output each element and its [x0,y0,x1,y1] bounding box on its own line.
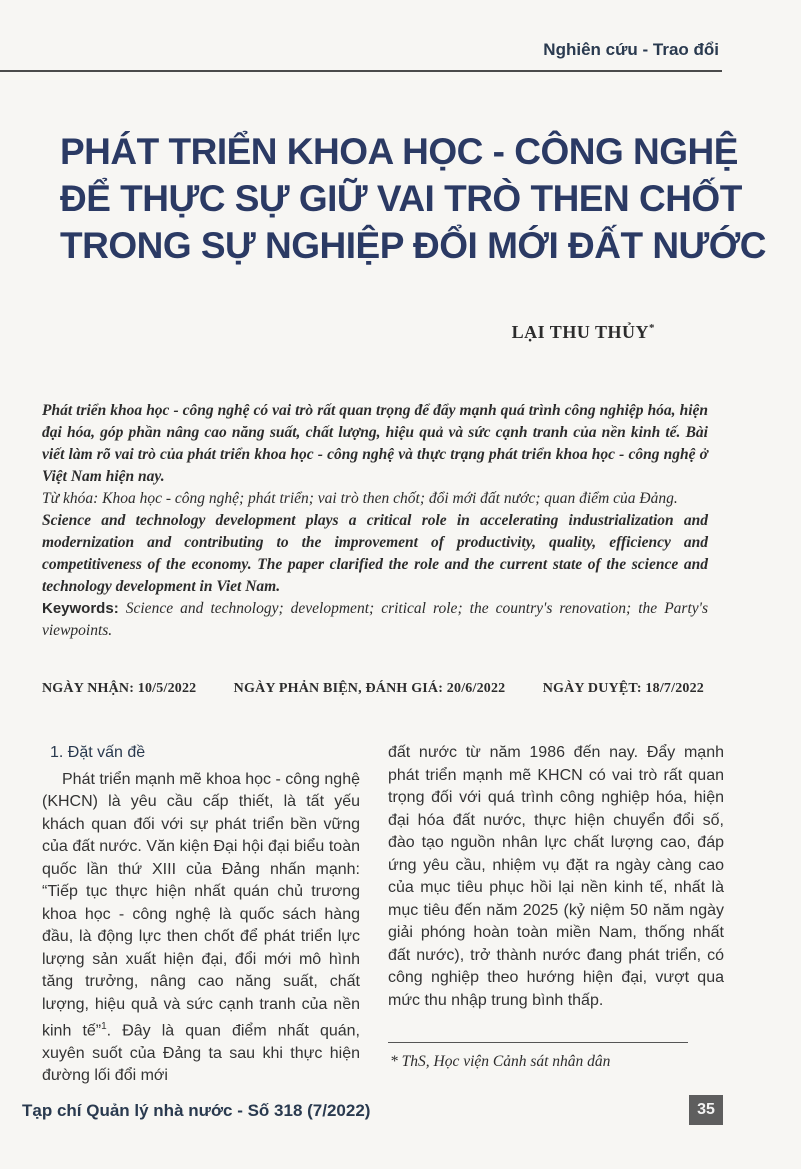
article-dates [42,681,704,697]
author-affiliation-footnote: * ThS, Học viện Cảnh sát nhân dân [390,1053,611,1070]
header-divider [0,70,722,72]
page-number: 35 [689,1095,723,1125]
abstract-block [42,400,708,642]
abstract-vietnamese: Phát triển khoa học - công nghệ có vai trò rất quan trọng để đẩy mạnh quá trình công nghiệp hóa, hiện đại hóa, góp phần nâng cao năng suất, chất lượng, hiệu quả và sức cạnh tranh của nền kinh tế. Bài viết làm rõ vai trò của phát triển khoa học - công nghệ và thực trạng phát triển khoa học - công nghệ ở Việt Nam hiện nay. [42,402,708,485]
paragraph-text-end: . Đây là quan điểm nhất quán, xuyên suốt của Đảng ta sau khi thực hiện đường lối đổi mới [42,1022,360,1085]
body-paragraph [42,769,360,1088]
title-line-3: TRONG SỰ NGHIỆP ĐỔI MỚI ĐẤT NƯỚC [60,225,767,266]
keywords-vietnamese [42,488,708,510]
author-byline [512,322,655,343]
date-received: NGÀY NHẬN: 10/5/2022 [42,681,197,696]
body-paragraph-continued: đất nước từ năm 1986 đến nay. Đẩy mạnh phát triển mạnh mẽ KHCN có vai trò rất quan trọng đối với quá trình công nghiệp hóa, hiện đại hóa đất nước, thực hiện chuyển đổi số, đào tạo nguồn nhân lực chất lượng cao, đáp ứng yêu cầu, nhiệm vụ đặt ra ngày càng cao của mục tiêu phục hồi lại nền kinh tế, nhất là mục tiêu đến năm 2025 (kỷ niệm 50 năm ngày giải phóng hoàn toàn miền Nam, thống nhất đất nước), trở thành nước đang phát triển, có công nghiệp theo hướng hiện đại, vượt qua mức thu nhập trung bình thấp. [388,744,724,1009]
date-approved: NGÀY DUYỆT: 18/7/2022 [542,681,704,696]
footnote-divider [388,1042,688,1043]
section-label: Nghiên cứu - Trao đổi [543,40,719,59]
journal-footer: Tạp chí Quản lý nhà nước - Số 318 (7/2022) [22,1101,371,1120]
keywords-en-label: Keywords: [42,600,119,617]
reference-mark: 1 [101,1021,107,1032]
body-column-right [388,742,724,1012]
keywords-en-text: Science and technology; development; critical role; the country's renovation; the Party's viewpoints. [42,600,708,639]
date-reviewed: NGÀY PHẢN BIỆN, ĐÁNH GIÁ: 20/6/2022 [233,681,506,696]
title-line-2: ĐỂ THỰC SỰ GIỮ VAI TRÒ THEN CHỐT [60,178,742,219]
author-name: LẠI THU THỦY [511,322,649,342]
keywords-english [42,598,708,642]
paragraph-text: Phát triển mạnh mẽ khoa học - công nghệ (KHCN) là yêu cầu cấp thiết, là tất yếu khách quan đối với sự phát triển bền vững của đất nước. Văn kiện Đại hội đại biểu toàn quốc lần thứ XIII của Đảng nhấn mạnh: “Tiếp tục thực hiện nhất quán chủ trương khoa học - công nghệ là quốc sách hàng đầu, là động lực then chốt để phát triển lực lượng sản xuất hiện đại, đổi mới mô hình tăng trưởng, nâng cao năng suất, chất lượng, hiệu quả và sức cạnh tranh của nền kinh tế” [42,770,360,1040]
title-line-1: PHÁT TRIỂN KHOA HỌC - CÔNG NGHỆ [60,131,738,172]
abstract-english: Science and technology development plays a critical role in accelerating industrialization and modernization and contributing to the improvement of productivity, quality, efficiency and competitiveness of the economy. The paper clarified the role and the current state of the science and technology development in Viet Nam. [42,512,708,595]
keywords-vi-label: Từ khóa: [42,490,99,507]
article-title [60,128,767,269]
author-footnote-mark: * [649,322,655,334]
section-heading: 1. Đặt vấn đề [50,744,146,761]
keywords-vi-text: Khoa học - công nghệ; phát triển; vai trò then chốt; đổi mới đất nước; quan điểm của Đảng. [98,490,678,507]
body-column-left [42,742,360,1088]
